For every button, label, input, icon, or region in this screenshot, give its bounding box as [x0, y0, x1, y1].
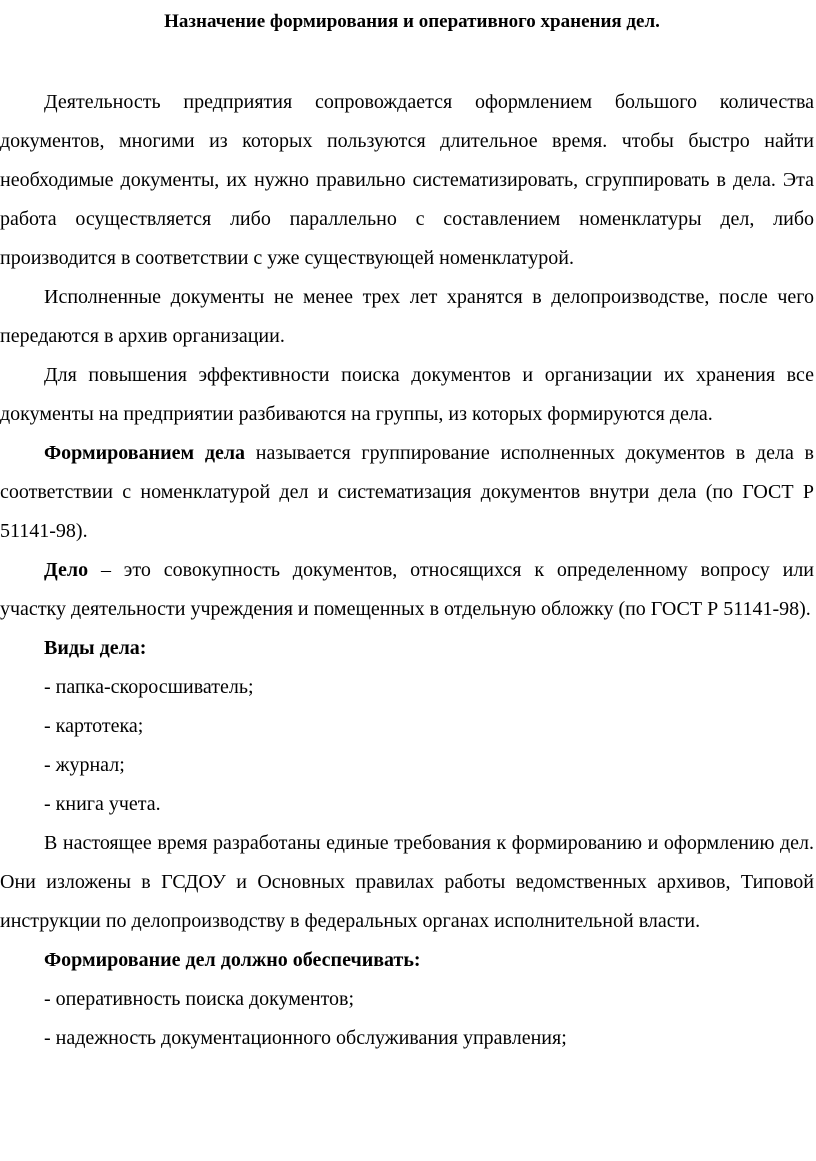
term-case: Дело — [44, 559, 89, 581]
types-heading: Виды дела: — [44, 637, 147, 659]
paragraph-definition-case — [0, 551, 814, 629]
list-item-type: - книга учета. — [44, 793, 161, 815]
paragraph-requirements-sources: В настоящее время разработаны единые требования к формированию и оформлению дел. Они изложены в ГСДОУ и Основных правилах работы ведомственных архивов, Типовой инструкции по делопроизводству в федеральных органах исполнительной власти. — [0, 832, 814, 932]
list-item-requirement: - надежность документационного обслуживания управления; — [44, 1027, 567, 1049]
paragraph-storage: Исполненные документы не менее трех лет хранятся в делопроизводстве, после чего передаются в архив организации. — [0, 286, 814, 347]
paragraph-grouping: Для повышения эффективности поиска документов и организации их хранения все документы на предприятии разбиваются на группы, из которых формируются дела. — [0, 364, 814, 425]
list-item-type: - журнал; — [44, 754, 125, 776]
list-item-type: - папка-скоросшиватель; — [44, 676, 254, 698]
paragraph-definition-forming — [0, 434, 814, 551]
requirements-heading: Формирование дел должно обеспечивать: — [44, 949, 421, 971]
term-forming: Формированием дела — [44, 442, 246, 464]
list-item-requirement: - оперативность поиска документов; — [44, 988, 355, 1010]
definition-forming-text: называется группирование исполненных документов в дела в соответствии с номенклатурой дел и систематизация документов внутри дела (по ГОСТ Р 51141-98). — [0, 442, 814, 542]
list-item-type: - картотека; — [44, 715, 144, 737]
definition-case-text: – это совокупность документов, относящихся к определенному вопросу или участку деятельности учреждения и помещенных в отдельную обложку (по ГОСТ Р 51141-98). — [0, 559, 814, 620]
document-title: Назначение формирования и оперативного хранения дел. — [164, 11, 660, 32]
paragraph-intro: Деятельность предприятия сопровождается оформлением большого количества документов, многими из которых пользуются длительное время. чтобы быстро найти необходимые документы, их нужно правильно систематизировать, сгруппировать в дела. Эта работа осуществляется либо параллельно с составлением номенклатуры дел, либо производится в соответствии с уже существующей номенклатурой. — [0, 91, 814, 269]
